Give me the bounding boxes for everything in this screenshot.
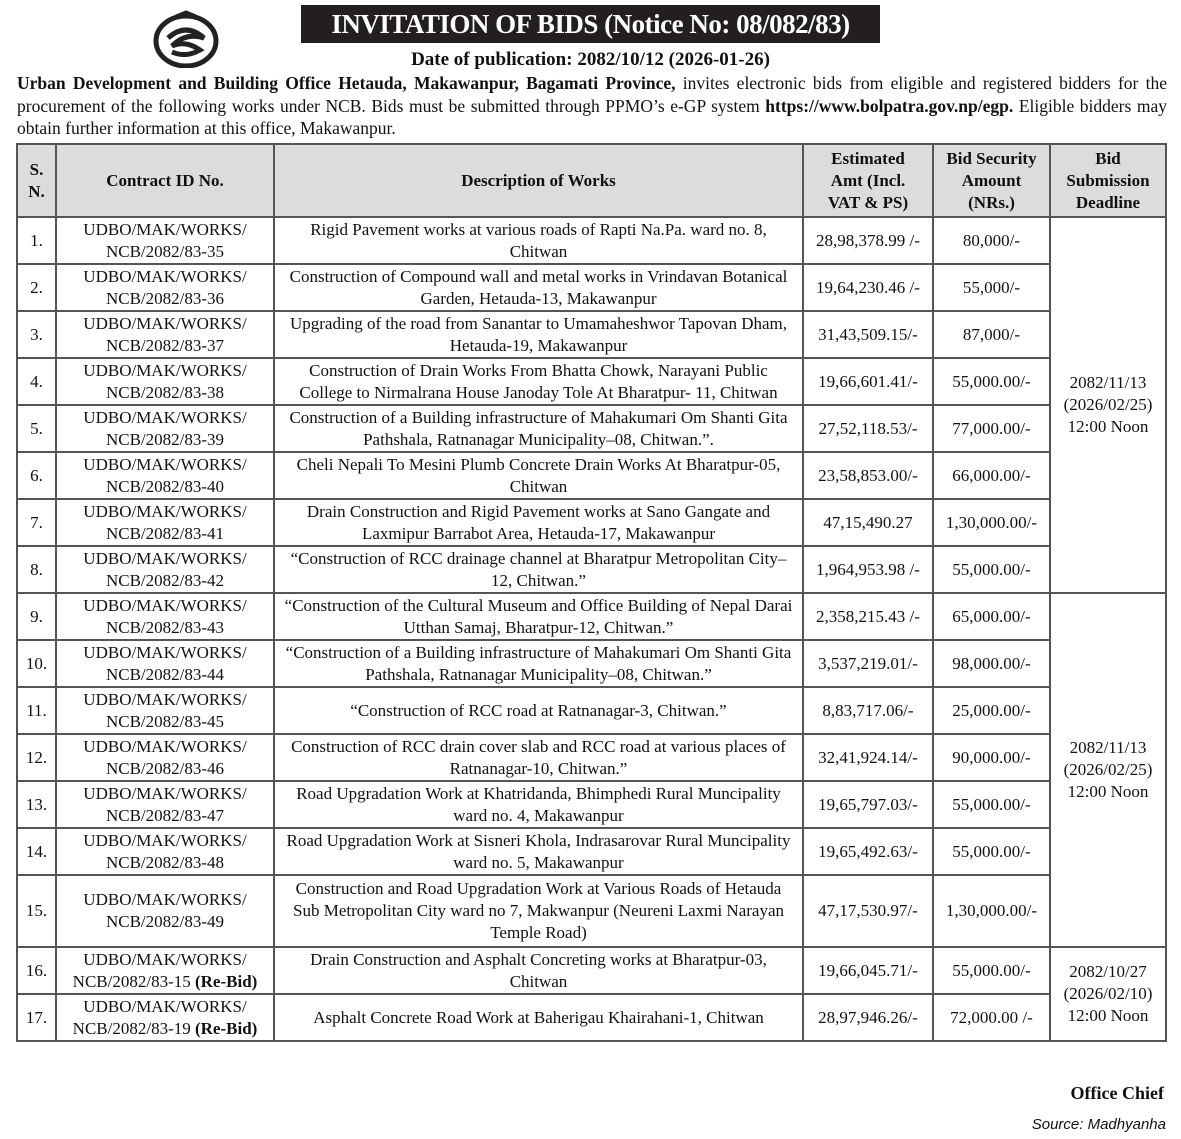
- contract-id-code: NCB/2082/83-44: [105, 664, 225, 684]
- contract-id-line1: UDBO/MAK/WORKS/: [83, 548, 247, 568]
- estimated-amount: 28,97,946.26/-: [803, 994, 933, 1041]
- estimated-amount: 28,98,378.99 /-: [803, 217, 933, 264]
- table-row: [17, 358, 1166, 405]
- work-description: Construction of a Building infrastructure of Mahakumari Om Shanti Gita Pathshala, Ratnanagar Municipality–08, Chitwan.”.: [274, 405, 803, 452]
- bid-security-amount: 72,000.00 /-: [933, 994, 1050, 1041]
- serial-number: 9.: [17, 593, 56, 640]
- deadline-line: 2082/11/13: [1069, 738, 1147, 757]
- intro-text: invites electronic bids from eligible and registered bidders for the procurement of the following works under NCB. Bids must be submitted through PPMO’s e-GP system: [17, 73, 1167, 116]
- contract-id-code: NCB/2082/83-47: [105, 805, 225, 825]
- bid-security-amount: 66,000.00/-: [933, 452, 1050, 499]
- contract-id-line2: [60, 711, 270, 733]
- bid-security-amount: 55,000.00/-: [933, 781, 1050, 828]
- table-row: [17, 947, 1166, 994]
- bid-security-amount: 65,000.00/-: [933, 593, 1050, 640]
- work-description: Asphalt Concrete Road Work at Baherigau Khairahani-1, Chitwan: [274, 994, 803, 1041]
- work-description: Construction of Compound wall and metal works in Vrindavan Botanical Garden, Hetauda-13, Makawanpur: [274, 264, 803, 311]
- submission-deadline: [1050, 593, 1166, 947]
- contract-id: [56, 593, 274, 640]
- contract-id-line1: UDBO/MAK/WORKS/: [83, 454, 247, 474]
- contract-id-line2: [60, 429, 270, 451]
- bid-security-amount: 80,000/-: [933, 217, 1050, 264]
- contract-id-code: NCB/2082/83-35: [105, 241, 225, 261]
- contract-id-line1: UDBO/MAK/WORKS/: [83, 407, 247, 427]
- table-row: [17, 734, 1166, 781]
- contract-id-line1: UDBO/MAK/WORKS/: [83, 890, 247, 909]
- submission-deadline: [1050, 217, 1166, 593]
- submission-deadline: [1050, 947, 1166, 1041]
- contract-id-line2: [60, 617, 270, 639]
- contract-id-line2: [60, 288, 270, 310]
- table-row: [17, 828, 1166, 875]
- table-row: [17, 593, 1166, 640]
- bid-security-amount: 55,000.00/-: [933, 947, 1050, 994]
- col-description: Description of Works: [274, 144, 803, 217]
- table-row: [17, 781, 1166, 828]
- contract-id: [56, 687, 274, 734]
- work-description: “Construction of the Cultural Museum and Office Building of Nepal Darai Utthan Samaj, Bharatpur-12, Chitwan.”: [274, 593, 803, 640]
- contract-id-code: NCB/2082/83-45: [105, 711, 225, 731]
- table-row: [17, 875, 1166, 947]
- estimated-amount: 19,66,045.71/-: [803, 947, 933, 994]
- work-description: Drain Construction and Asphalt Concreting works at Bharatpur-03, Chitwan: [274, 947, 803, 994]
- contract-id-line2: [60, 1018, 270, 1040]
- contract-id-line2: [60, 852, 270, 874]
- deadline-line: 12:00 Noon: [1067, 417, 1149, 436]
- table-row: [17, 217, 1166, 264]
- contract-id-code: NCB/2082/83-48: [105, 852, 225, 872]
- contract-id: [56, 640, 274, 687]
- serial-number: 10.: [17, 640, 56, 687]
- bid-security-amount: 55,000.00/-: [933, 358, 1050, 405]
- serial-number: 14.: [17, 828, 56, 875]
- bid-security-amount: 87,000/-: [933, 311, 1050, 358]
- rebid-label: (Re-Bid): [194, 971, 258, 991]
- contract-id-line1: UDBO/MAK/WORKS/: [83, 266, 247, 286]
- col-estimated-amount: Estimated Amt (Incl. VAT & PS): [803, 144, 933, 217]
- table-header-row: [17, 144, 1166, 217]
- contract-id-line1: UDBO/MAK/WORKS/: [83, 595, 247, 615]
- work-description: Construction and Road Upgradation Work at Various Roads of Hetauda Sub Metropolitan City ward no 7, Makwanpur (Neureni Laxmi Narayan Temple Road): [274, 875, 803, 947]
- estimated-amount: 19,65,797.03/-: [803, 781, 933, 828]
- serial-number: 17.: [17, 994, 56, 1041]
- deadline-line: (2026/02/10): [1063, 984, 1153, 1003]
- contract-id-code: NCB/2082/83-46: [105, 758, 225, 778]
- contract-id-code: NCB/2082/83-19: [72, 1018, 191, 1038]
- work-description: “Construction of a Building infrastructure of Mahakumari Om Shanti Gita Pathshala, Ratnanagar Municipality–08, Chitwan.”: [274, 640, 803, 687]
- deadline-line: 12:00 Noon: [1067, 1006, 1149, 1025]
- table-row: [17, 640, 1166, 687]
- bid-security-amount: 55,000.00/-: [933, 828, 1050, 875]
- bid-security-amount: 1,30,000.00/-: [933, 499, 1050, 546]
- contract-id-code: NCB/2082/83-40: [105, 476, 225, 496]
- contract-id: [56, 546, 274, 593]
- contract-id-line2: [60, 241, 270, 263]
- table-row: [17, 994, 1166, 1041]
- contract-id-line2: [60, 523, 270, 545]
- work-description: Cheli Nepali To Mesini Plumb Concrete Drain Works At Bharatpur-05, Chitwan: [274, 452, 803, 499]
- estimated-amount: 23,58,853.00/-: [803, 452, 933, 499]
- col-deadline: Bid Submission Deadline: [1050, 144, 1166, 217]
- bid-security-amount: 55,000.00/-: [933, 546, 1050, 593]
- office-name: Urban Development and Building Office Hetauda, Makawanpur, Bagamati Province,: [17, 73, 676, 93]
- estimated-amount: 3,537,219.01/-: [803, 640, 933, 687]
- serial-number: 15.: [17, 875, 56, 947]
- publication-date: Date of publication: 2082/10/12 (2026-01-26): [411, 49, 770, 70]
- contract-id-line1: UDBO/MAK/WORKS/: [83, 219, 247, 239]
- contract-id-code: NCB/2082/83-41: [105, 523, 225, 543]
- contract-id-line2: [60, 476, 270, 498]
- estimated-amount: 27,52,118.53/-: [803, 405, 933, 452]
- serial-number: 4.: [17, 358, 56, 405]
- table-row: [17, 452, 1166, 499]
- estimated-amount: 1,964,953.98 /-: [803, 546, 933, 593]
- work-description: Construction of RCC drain cover slab and RCC road at various places of Ratnanagar-10, Chitwan.”: [274, 734, 803, 781]
- contract-id-code: NCB/2082/83-39: [105, 429, 225, 449]
- contract-id: [56, 311, 274, 358]
- contract-id-line2: [60, 382, 270, 404]
- serial-number: 13.: [17, 781, 56, 828]
- contract-id-line2: [60, 971, 270, 993]
- estimated-amount: 8,83,717.06/-: [803, 687, 933, 734]
- estimated-amount: 2,358,215.43 /-: [803, 593, 933, 640]
- contract-id-line1: UDBO/MAK/WORKS/: [83, 830, 247, 850]
- estimated-amount: 19,64,230.46 /-: [803, 264, 933, 311]
- contract-id-code: NCB/2082/83-42: [105, 570, 225, 590]
- contract-id-line1: UDBO/MAK/WORKS/: [83, 736, 247, 756]
- contract-id-line1: UDBO/MAK/WORKS/: [83, 949, 247, 969]
- contract-id-line2: [60, 335, 270, 357]
- source-credit: Source: Madhyanha: [1031, 1116, 1166, 1133]
- work-description: Upgrading of the road from Sanantar to Umamaheshwor Tapovan Dham, Hetauda-19, Makawanpur: [274, 311, 803, 358]
- contract-id-line1: UDBO/MAK/WORKS/: [83, 996, 247, 1016]
- work-description: Construction of Drain Works From Bhatta Chowk, Narayani Public College to Nirmalrana House Janoday Tole At Bharatpur- 11, Chitwan: [274, 358, 803, 405]
- contract-id-line1: UDBO/MAK/WORKS/: [83, 642, 247, 662]
- signatory: Office Chief: [1070, 1083, 1164, 1103]
- table-row: [17, 499, 1166, 546]
- table-row: [17, 264, 1166, 311]
- contract-id: [56, 499, 274, 546]
- contract-id-line1: UDBO/MAK/WORKS/: [83, 689, 247, 709]
- serial-number: 6.: [17, 452, 56, 499]
- contract-id: [56, 452, 274, 499]
- work-description: Road Upgradation Work at Khatridanda, Bhimphedi Rural Muncipality ward no. 4, Makawanpur: [274, 781, 803, 828]
- estimated-amount: 31,43,509.15/-: [803, 311, 933, 358]
- bid-security-amount: 98,000.00/-: [933, 640, 1050, 687]
- table-row: [17, 311, 1166, 358]
- intro-paragraph: [17, 72, 1167, 140]
- contract-id: [56, 734, 274, 781]
- work-description: Rigid Pavement works at various roads of Rapti Na.Pa. ward no. 8, Chitwan: [274, 217, 803, 264]
- serial-number: 8.: [17, 546, 56, 593]
- estimated-amount: 47,15,490.27: [803, 499, 933, 546]
- contract-id: [56, 405, 274, 452]
- work-description: Drain Construction and Rigid Pavement works at Sano Gangate and Laxmipur Barrabot Area, Hetauda-17, Makawanpur: [274, 499, 803, 546]
- contract-id: [56, 217, 274, 264]
- contract-id: [56, 264, 274, 311]
- serial-number: 7.: [17, 499, 56, 546]
- rebid-label: (Re-Bid): [194, 1018, 258, 1038]
- col-contract-id: Contract ID No.: [56, 144, 274, 217]
- serial-number: 2.: [17, 264, 56, 311]
- serial-number: 5.: [17, 405, 56, 452]
- col-sn: S. N.: [17, 144, 56, 217]
- egp-link[interactable]: https://www.bolpatra.gov.np/egp.: [765, 95, 1014, 116]
- contract-id: [56, 358, 274, 405]
- contract-id-line2: [60, 758, 270, 780]
- contract-id-line1: UDBO/MAK/WORKS/: [83, 783, 247, 803]
- contract-id-code: NCB/2082/83-43: [105, 617, 225, 637]
- deadline-line: 2082/10/27: [1069, 962, 1147, 981]
- contract-id-line2: [60, 664, 270, 686]
- table-row: [17, 687, 1166, 734]
- contract-id-line2: [60, 570, 270, 592]
- bid-security-amount: 77,000.00/-: [933, 405, 1050, 452]
- contract-id-code: NCB/2082/83-36: [105, 288, 225, 308]
- contract-id: [56, 947, 274, 994]
- contract-id-line1: UDBO/MAK/WORKS/: [83, 313, 247, 333]
- contract-id-line1: UDBO/MAK/WORKS/: [83, 501, 247, 521]
- serial-number: 3.: [17, 311, 56, 358]
- work-description: “Construction of RCC drainage channel at Bharatpur Metropolitan City–12, Chitwan.”: [274, 546, 803, 593]
- contract-id: [56, 875, 274, 947]
- contract-id-line2: [60, 805, 270, 827]
- estimated-amount: 32,41,924.14/-: [803, 734, 933, 781]
- serial-number: 16.: [17, 947, 56, 994]
- estimated-amount: 19,66,601.41/-: [803, 358, 933, 405]
- bid-security-amount: 25,000.00/-: [933, 687, 1050, 734]
- notice-title: INVITATION OF BIDS (Notice No: 08/082/83): [301, 5, 880, 43]
- bid-security-amount: 55,000/-: [933, 264, 1050, 311]
- table-row: [17, 546, 1166, 593]
- contract-id-line2: [60, 911, 270, 933]
- serial-number: 1.: [17, 217, 56, 264]
- contract-id: [56, 781, 274, 828]
- col-bid-security: Bid Security Amount (NRs.): [933, 144, 1050, 217]
- contract-id: [56, 994, 274, 1041]
- bids-table: [16, 143, 1167, 1042]
- contract-id-code: NCB/2082/83-49: [105, 912, 225, 931]
- intro-end: Eligible bidders may obtain further information at this office, Makawanpur.: [17, 95, 1167, 138]
- serial-number: 11.: [17, 687, 56, 734]
- deadline-line: (2026/02/25): [1063, 395, 1153, 414]
- deadline-line: (2026/02/25): [1063, 760, 1153, 779]
- contract-id-code: NCB/2082/83-37: [105, 335, 225, 355]
- deadline-line: 12:00 Noon: [1067, 782, 1149, 801]
- contract-id-code: NCB/2082/83-38: [105, 382, 225, 402]
- deadline-line: 2082/11/13: [1069, 373, 1147, 392]
- estimated-amount: 47,17,530.97/-: [803, 875, 933, 947]
- contract-id: [56, 828, 274, 875]
- work-description: “Construction of RCC road at Ratnanagar-3, Chitwan.”: [274, 687, 803, 734]
- table-row: [17, 405, 1166, 452]
- serial-number: 12.: [17, 734, 56, 781]
- work-description: Road Upgradation Work at Sisneri Khola, Indrasarovar Rural Muncipality ward no. 5, Makawanpur: [274, 828, 803, 875]
- estimated-amount: 19,65,492.63/-: [803, 828, 933, 875]
- bid-security-amount: 1,30,000.00/-: [933, 875, 1050, 947]
- contract-id-line1: UDBO/MAK/WORKS/: [83, 360, 247, 380]
- bid-security-amount: 90,000.00/-: [933, 734, 1050, 781]
- contract-id-code: NCB/2082/83-15: [72, 971, 191, 991]
